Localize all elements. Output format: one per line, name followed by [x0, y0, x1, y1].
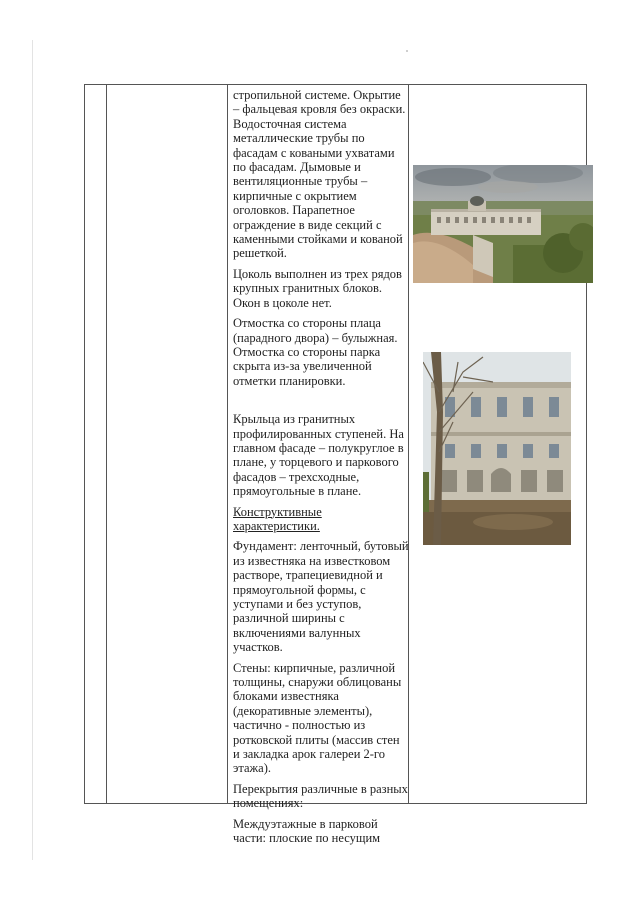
- facade-photo: [423, 352, 571, 545]
- foundation-paragraph: Фундамент: ленточный, бутовый из известняка на известковом растворе, трапециевидной и прямоугольной формы, с уступами и без уступов, различной ширины с включениями валунных участков.: [233, 539, 409, 655]
- page-margin-line: [32, 40, 33, 860]
- table-column-divider-1: [106, 84, 107, 804]
- table-border-top: [84, 84, 587, 85]
- interfloor-paragraph: Междуэтажные в парковой части: плоские по несущим: [233, 816, 381, 846]
- roof-paragraph: стропильной системе. Окрытие – фальцевая кровля без окраски. Водосточная система металлические трубы по фасадам с коваными ухватами по фасадам. Дымовые и вентиляционные трубы – кирпичные с окрытием оголовков. Парапетное ограждение в виде секций с каменными стойками и кованой решеткой.: [233, 88, 406, 261]
- plinth-paragraph: Цоколь выполнен из трех рядов крупных гранитных блоков. Окон в цоколе нет.: [233, 266, 402, 310]
- description-column: [233, 88, 409, 852]
- table-border-left: [84, 84, 85, 804]
- scan-speck: [406, 50, 408, 52]
- pavement-paragraph: Отмостка со стороны плаца (парадного двора) – булыжная. Отмостка со стороны парка скрыта из-за увеличенной отметки планировки.: [233, 316, 398, 388]
- section-heading: Конструктивные характеристики.: [233, 504, 322, 533]
- aerial-view-palace-photo: [413, 165, 593, 283]
- walls-paragraph: Стены: кирпичные, различной толщины, снаружи облицованы блоками известняка (декоративные элементы), частично - полностью из ротковской плиты (массив стен и закладка арок галереи 2-го этажа).: [233, 660, 402, 776]
- porch-paragraph: Крыльца из гранитных профилированных ступеней. На главном фасаде – полукруглое в плане, у торцевого и паркового фасадов – трехсходные, прямоугольные в плане.: [233, 412, 404, 499]
- table-column-divider-2: [227, 84, 228, 804]
- floors-paragraph: Перекрытия различные в разных помещениях:: [233, 781, 408, 811]
